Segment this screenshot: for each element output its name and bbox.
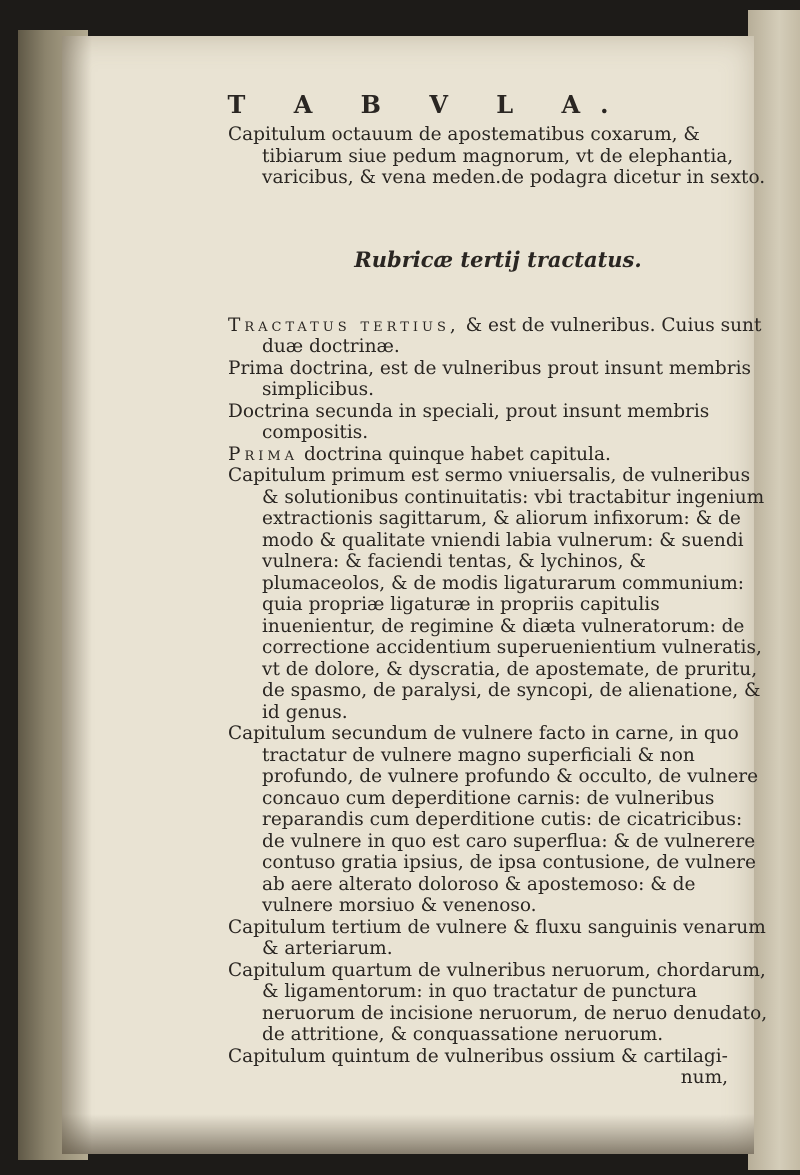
page-binding-shadow <box>62 36 92 1154</box>
tractatus-rest: & est de vulneribus. Cuius sunt duæ doctrinæ. <box>262 314 762 357</box>
doctrina-secunda-paragraph: Doctrina secunda in speciali, prout insunt membris compositis. <box>228 400 710 443</box>
tractatus-lead: Tractatus tertius, <box>228 314 460 336</box>
prima-doctrina-paragraph: Prima doctrina, est de vulneribus prout insunt membris simplicibus. <box>228 357 752 400</box>
capitulum-quartum: Capitulum quartum de vulneribus neruorum, chordarum, & ligamentorum: in quo tractatur de punctura neruorum de incisione neruorum, de neruo denudato, de attritione, & conquassatione neruorum. <box>228 959 768 1045</box>
page-content <box>228 90 768 1089</box>
capitulum-secundum: Capitulum secundum de vulnere facto in carne, in quo tractatur de vulnere magno superficiali & non profundo, de vulnere profundo & occulto, de vulnere concauo cum deperditione carnis: de vulneribus reparandis cum deperditione cutis: de cicatricibus: de vulnere in quo est caro superflua: & de vulnerere contuso gratia ipsius, de ipsa contusione, de vulnere ab aere alterato doloroso & apostemoso: & de vulnere morsiuo & venenoso. <box>228 723 759 916</box>
page-header: T A B V L A. <box>227 90 629 119</box>
page-shadow <box>62 1114 754 1154</box>
capitulum-tertium: Capitulum tertium de vulnere & fluxu sanguinis venarum & arteriarum. <box>228 916 766 959</box>
capitulum-quintum: Capitulum quintum de vulneribus ossium & cartilagi- <box>228 1045 728 1067</box>
rubric-heading: Rubricæ tertij tractatus. <box>354 246 642 272</box>
tractatus-paragraph <box>228 315 768 358</box>
intro-paragraph: Capitulum octauum de apostematibus coxarum, & tibiarum siue pedum magnorum, vt de elephantia, varicibus, & vena meden.de podagra dicetur in sexto. <box>228 124 766 188</box>
capitulum-primum: Capitulum primum est sermo vniuersalis, de vulneribus & solutionibus continuitatis: vbi tractabitur ingenium extractionis sagittarum, & aliorum infixorum: & de modo & qualitate vniendi labia vulnerum: & suendi vulnera: & faciendi tentas, & lychinos, & plumaceolos, & de modis ligaturarum communium: quia propriæ ligaturæ in propriis capitulis inuenientur, de regimine & diæta vulneratorum: de correctione accidentium superuenientium vulneratis, vt de dolore, & dyscratia, de apostemate, de pruritu, de spasmo, de paralysi, de syncopi, de alienatione, & id genus. <box>228 465 765 723</box>
prima-rest: doctrina quinque habet capitula. <box>298 443 611 465</box>
prima-capitula-paragraph <box>228 444 768 466</box>
catchword: num, <box>680 1067 728 1088</box>
prima-lead: Prima <box>228 443 299 465</box>
